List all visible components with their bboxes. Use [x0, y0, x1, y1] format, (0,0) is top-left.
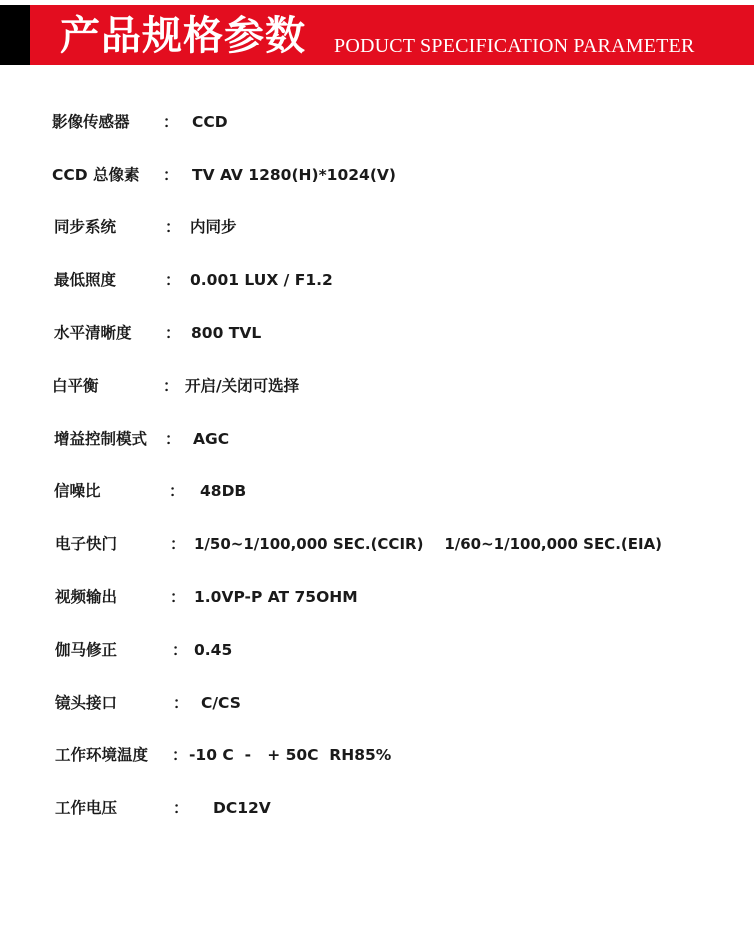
spec-value: 0.45 — [194, 641, 233, 659]
spec-row-gamma-correction — [0, 637, 754, 663]
spec-separator: ： — [173, 799, 189, 817]
spec-separator: ： — [165, 271, 181, 289]
spec-label: 增益控制模式 — [54, 430, 148, 448]
spec-row-video-output — [0, 584, 754, 610]
spec-value: 开启/关闭可选择 — [185, 377, 300, 395]
page-title: 产品规格参数 — [60, 13, 306, 59]
spec-label: 最低照度 — [54, 271, 117, 289]
spec-separator: ： — [170, 588, 186, 606]
spec-row-lens-mount — [0, 690, 754, 716]
spec-label: 信噪比 — [54, 482, 101, 500]
spec-value: 0.001 LUX / F1.2 — [190, 271, 333, 289]
spec-separator: ： — [165, 430, 181, 448]
spec-label: 白平衡 — [52, 377, 99, 395]
header-banner — [0, 5, 754, 65]
spec-value: CCD — [192, 113, 228, 131]
spec-row-electronic-shutter — [0, 531, 754, 557]
spec-row-horizontal-resolution — [0, 320, 754, 346]
spec-value: 800 TVL — [191, 324, 262, 342]
spec-row-snr — [0, 478, 754, 504]
spec-value: 1.0VP-P AT 75OHM — [194, 588, 358, 606]
spec-label: 影像传感器 — [52, 113, 130, 131]
spec-separator: ： — [163, 166, 179, 184]
page-subtitle-en: PODUCT SPECIFICATION PARAMETER — [334, 35, 695, 57]
spec-row-white-balance — [0, 373, 754, 399]
spec-value: TV AV 1280(H)*1024(V) — [192, 166, 396, 184]
spec-label: CCD 总像素 — [52, 166, 140, 184]
spec-value: 内同步 — [190, 218, 237, 236]
spec-row-image-sensor — [0, 109, 754, 135]
spec-value: -10 C - + 50C RH85% — [189, 746, 392, 764]
spec-separator: ： — [170, 535, 186, 553]
spec-row-gain-control — [0, 426, 754, 452]
spec-row-operating-temperature — [0, 742, 754, 768]
spec-separator: ： — [165, 324, 181, 342]
spec-label: 伽马修正 — [55, 641, 118, 659]
spec-label: 同步系统 — [54, 218, 117, 236]
spec-separator: ： — [163, 377, 179, 395]
spec-separator: ： — [172, 746, 188, 764]
spec-row-min-illumination — [0, 267, 754, 293]
spec-value: AGC — [193, 430, 230, 448]
spec-value: C/CS — [201, 694, 241, 712]
spec-row-sync-system — [0, 214, 754, 240]
header-black-block — [0, 5, 30, 65]
spec-row-operating-voltage — [0, 795, 754, 821]
spec-separator: ： — [163, 113, 179, 131]
spec-separator: ： — [173, 694, 189, 712]
spec-value: 1/50~1/100,000 SEC.(CCIR) 1/60~1/100,000 SEC.(EIA) — [194, 535, 663, 553]
spec-separator: ： — [172, 641, 188, 659]
spec-label: 镜头接口 — [55, 694, 118, 712]
spec-separator: ： — [169, 482, 185, 500]
spec-separator: ： — [165, 218, 181, 236]
spec-label: 工作电压 — [55, 799, 118, 817]
spec-value: DC12V — [213, 799, 271, 817]
spec-label: 电子快门 — [55, 535, 118, 553]
spec-label: 水平清晰度 — [54, 324, 132, 342]
spec-value: 48DB — [200, 482, 247, 500]
spec-label: 工作环境温度 — [55, 746, 149, 764]
spec-label: 视频输出 — [55, 588, 118, 606]
spec-row-ccd-pixels — [0, 162, 754, 188]
